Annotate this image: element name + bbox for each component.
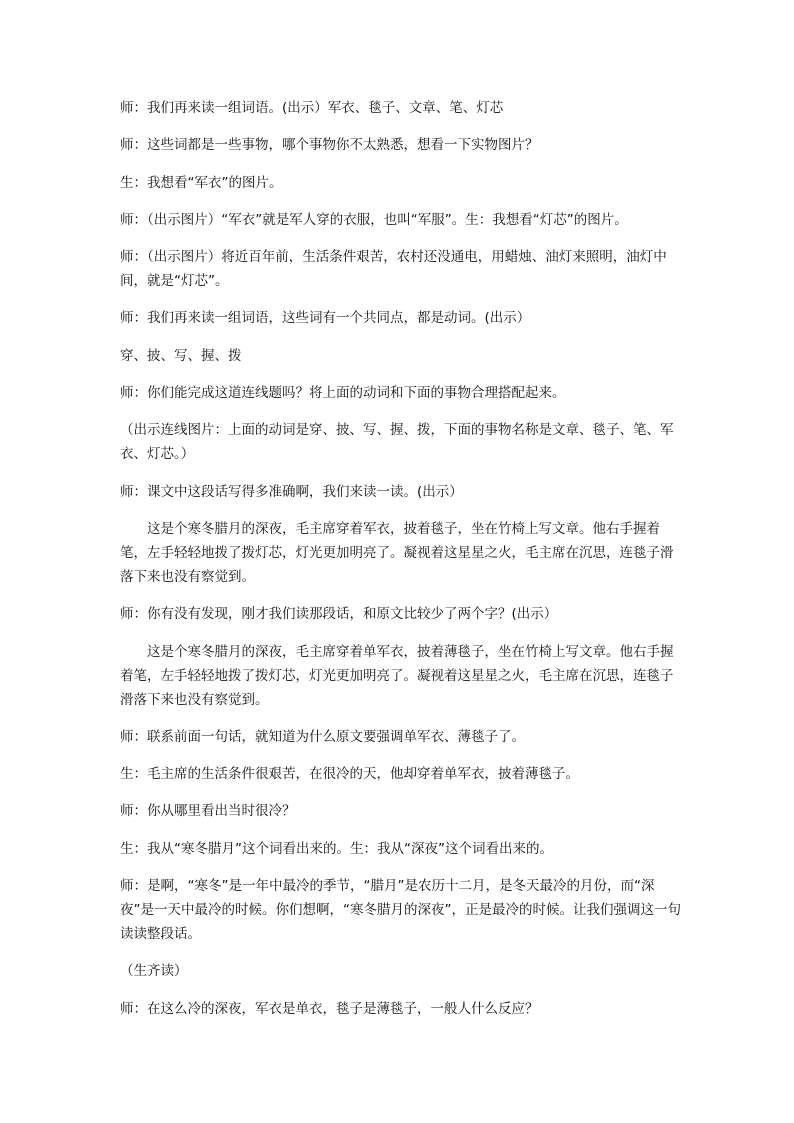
quote-original-text: 这是个寒冬腊月的深夜，毛主席穿着军衣，披着毯子，坐在竹椅上写文章。他右手握着笔，左手轻轻地拨了拨灯芯，灯光更加明亮了。凝视着这星星之火，毛主席在沉思，连毯子滑落下来也没有察觉到。 bbox=[120, 521, 674, 585]
paragraph-1: 师：我们再来读一组词语。(出示）军衣、毯子、文章、笔、灯芯 bbox=[120, 100, 504, 116]
paragraph-16: 师：你从哪里看出当时很冷？ bbox=[120, 803, 296, 819]
quote-full-text: 这是个寒冬腊月的深夜，毛主席穿着单军衣，披着薄毯子，坐在竹椅上写文章。他右手握着笔，左手轻轻地拨了拨灯芯，灯光更加明亮了。凝视着这星星之火，毛主席在沉思，连毯子滑落下来也没有察觉到。 bbox=[120, 644, 674, 708]
paragraph-4: 师：（出示图片）“军衣”就是军人穿的衣服，也叫“军服”。生：我想看“灯芯”的图片。 bbox=[120, 212, 628, 228]
paragraph-2: 师：这些词都是一些事物，哪个事物你不太熟悉，想看一下实物图片？ bbox=[120, 137, 539, 153]
paragraph-7: 穿、披、写、握、拨 bbox=[120, 348, 242, 364]
paragraph-6: 师：我们再来读一组词语，这些词有一个共同点，都是动词。(出示） bbox=[120, 310, 531, 326]
paragraph-8: 师：你们能完成这道连线题吗？将上面的动词和下面的事物合理搭配起来。 bbox=[120, 385, 566, 401]
paragraph-14: 师：联系前面一句话，就知道为什么原文要强调单军衣、薄毯子了。 bbox=[120, 729, 525, 745]
paragraph-18: 师：是啊，“寒冬”是一年中最冷的季节，“腊月”是农历十二月，是冬天最冷的月份，而“深夜”是一天中最冷的时候。你们想啊，“寒冬腊月的深夜”，正是最冷的时候。让我们强调这一句读读整段话。 bbox=[120, 878, 681, 942]
paragraph-20: 师：在这么冷的深夜，军衣是单衣，毯子是薄毯子，一般人什么反应？ bbox=[120, 1001, 539, 1017]
paragraph-3: 生：我想看“军衣”的图片。 bbox=[120, 175, 283, 191]
paragraph-17: 生：我从“寒冬腊月”这个词看出来的。生：我从“深夜”这个词看出来的。 bbox=[120, 841, 553, 857]
paragraph-5: 师：（出示图片）将近百年前，生活条件艰苦，农村还没通电，用蜡烛、油灯来照明，油灯中间，就是“灯芯”。 bbox=[120, 249, 667, 289]
paragraph-15: 生：毛主席的生活条件很艰苦，在很冷的天，他却穿着单军衣，披着薄毯子。 bbox=[120, 766, 579, 782]
paragraph-12: 师：你有没有发现，刚才我们读那段话，和原文比较少了两个字？(出示） bbox=[120, 606, 558, 622]
paragraph-10: 师：课文中这段话写得多准确啊，我们来读一读。(出示） bbox=[120, 484, 463, 500]
paragraph-9: （出示连线图片：上面的动词是穿、披、写、握、拨，下面的事物名称是文章、毯子、笔、军衣、灯芯。） bbox=[120, 422, 674, 462]
paragraph-19: （生齐读） bbox=[120, 963, 188, 979]
